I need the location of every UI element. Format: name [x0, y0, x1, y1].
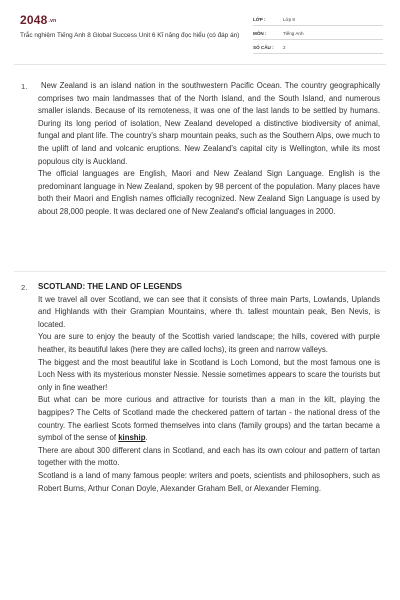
meta-class-key: LỚP :: [253, 17, 266, 22]
meta-class-value: Lớp 8: [283, 17, 295, 22]
passage-paragraph: The biggest and the most beautiful lake in Scotland is Loch Lomond, but the most famous one is Loch Ness with its mysterious monster Nessie. Nessie sometimes appears to scare the tourists but only in fine weather!: [38, 357, 380, 392]
question-1-passage: [38, 80, 380, 219]
passage-paragraph: There are about 300 different clans in Scotland, and each has its own colour and pattern of tartan together with the motto.: [38, 445, 380, 468]
punctuation: .: [145, 433, 148, 443]
logo-suffix: .vn: [48, 18, 57, 24]
passage-paragraph: [38, 394, 380, 444]
logo-text: 2048: [20, 13, 48, 27]
underlined-keyword: kinship: [118, 433, 146, 443]
passage-title: SCOTLAND: THE LAND OF LEGENDS: [38, 282, 182, 291]
question-number: 2.: [21, 283, 28, 292]
passage-text: But what can be more curious and attractive for tourists than a man in the kilt, playing the bagpipes? The Celts of Scotland made the checkered pattern of tartan - the national dress of the country. The earliest Scots formed themselves into clans (family groups) and the tartan became a symbol of the sense of: [38, 395, 380, 443]
question-2-passage: [38, 281, 380, 495]
meta-subject-key: MÔN :: [253, 31, 267, 36]
passage-paragraph: The official languages are English, Maori and New Zealand Sign Language. English is the predominant language in New Zealand, spoken by 98 percent of the population. Many places have both their Maori and English names officially recognized. New Zealand Sign Language is used by about 28,000 people. It was declared one of New Zealand's official languages in 2000.: [38, 169, 380, 216]
passage-paragraph: Scotland is a land of many famous people: writers and poets, scientists and philosophers, such as Robert Burns, Arthur Conan Doyle, Alexander Graham Bell, or Alexander Fleming.: [38, 470, 380, 493]
passage-paragraph: It we travel all over Scotland, we can see that it consists of three main Parts, Lowlands, Uplands and Highlands with their Grampian Mountains, where th. tallest mountain peak, Ben Nevis, is located.: [38, 294, 380, 329]
page-title: Trắc nghiệm Tiếng Anh 8 Global Success Unit 6 Kĩ năng đọc hiểu (có đáp án): [20, 32, 240, 39]
passage-paragraph: New Zealand is an island nation in the southwestern Pacific Ocean. The country geographically comprises two main landmasses that of the North Island, and the South Island, and numerous smaller islands. Because of its remoteness, it was one of the last lands to be settled by humans. During its long period of isolation, New Zealand developed a distinctive biodiversity of animal, fungal and plant life. The country's sharp mountain peaks, such as the Southern Alps, owe much to the uplift of land and volcanic eruptions. New Zealand's capital city is Wellington, while its most populous city is Auckland.: [38, 81, 380, 166]
question-number: 1.: [21, 82, 28, 91]
question-divider: [14, 271, 386, 272]
meta-count-key: SỐ CÂU :: [253, 45, 274, 50]
passage-paragraph: You are sure to enjoy the beauty of the Scottish varied landscape; the hills, covered with purple heather, its beautiful lakes (here they are called lochs), its green and narrow valleys.: [38, 332, 380, 354]
meta-subject-value: Tiếng Anh: [283, 31, 304, 36]
meta-count-value: 2: [283, 45, 286, 50]
